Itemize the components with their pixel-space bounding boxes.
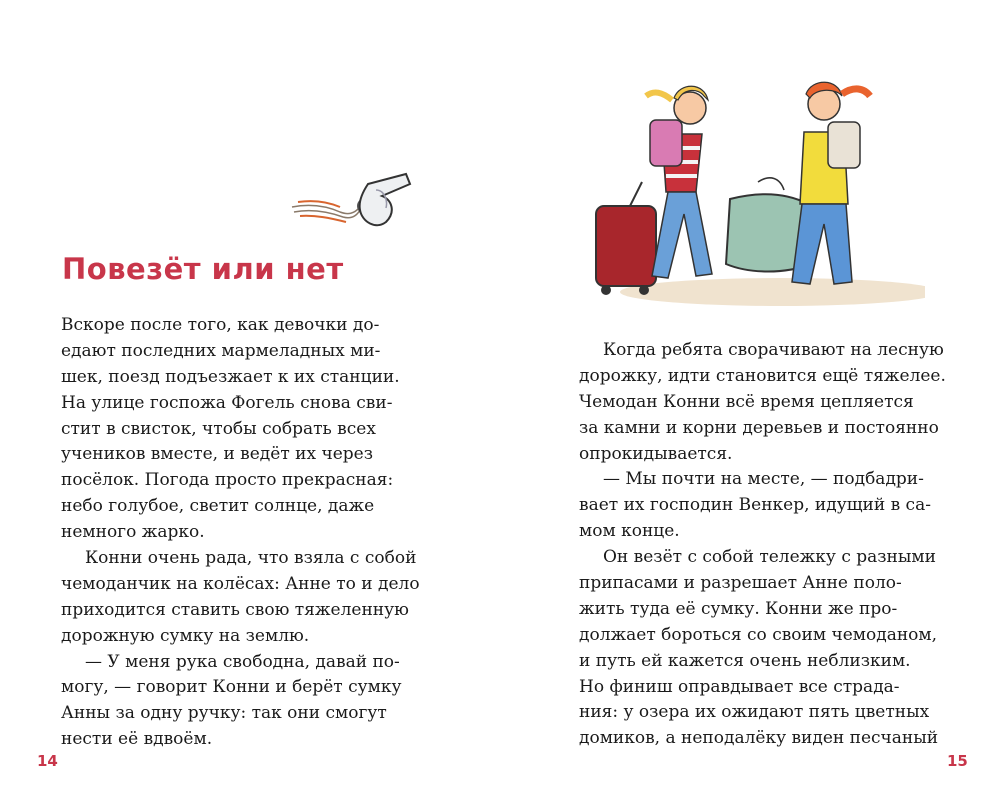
whistle-icon [288,160,418,240]
text-line: учеников вместе, и ведёт их через [61,444,373,465]
right-page [500,0,1000,801]
text-line: небо голубое, светит солнце, даже [61,496,375,517]
text-line: чемоданчик на колёсах: Анне то и дело [61,573,420,594]
text-line: припасами и разрешает Анне поло- [579,573,902,594]
text-line: приходится ставить свою тяжеленную [61,599,409,620]
text-line: дорожку, идти становится ещё тяжелее. [579,365,946,386]
left-text-block [61,313,420,753]
right-text-block [579,338,946,752]
text-line: Конни очень рада, что взяла с собой [85,548,417,569]
text-line: Анны за одну ручку: так они смогут [61,703,387,724]
text-line: немного жарко. [61,522,205,543]
text-line: стит в свисток, чтобы собрать всех [61,418,376,439]
text-line: домиков, а неподалёку виден песчаный [579,728,939,749]
text-line: должает бороться со своим чемоданом, [579,624,938,645]
chapter-title: Повезёт или нет [62,252,344,286]
text-line: — У меня рука свободна, давай по- [85,651,400,672]
text-line: шек, поезд подъезжает к их станции. [61,366,400,387]
girls-with-luggage-illustration [580,64,925,314]
text-line: Чемодан Конни всё время цепляется [579,391,914,412]
text-line: нести её вдвоём. [61,729,213,750]
text-line: На улице госпожа Фогель снова сви- [61,392,393,413]
text-line: Он везёт с собой тележку с разными [603,547,936,568]
text-line: опрокидывается. [579,443,733,464]
text-line: Вскоре после того, как девочки до- [61,315,380,335]
page-number-left: 14 [37,752,58,770]
text-line: могу, — говорит Конни и берёт сумку [61,677,402,698]
text-line: мом конце. [579,521,680,542]
text-line: жить туда её сумку. Конни же про- [579,598,898,619]
text-line: Но финиш оправдывает все страда- [579,676,900,697]
text-line: вает их господин Венкер, идущий в са- [579,495,931,516]
text-line: дорожную сумку на землю. [61,625,310,646]
text-line: Когда ребята сворачивают на лесную [603,340,944,360]
text-line: посёлок. Погода просто прекрасная: [61,470,394,491]
page-number-right: 15 [947,752,968,770]
text-line: ния: у озера их ожидают пять цветных [579,702,930,723]
text-line: — Мы почти на месте, — подбадри- [603,469,924,490]
text-line: едают последних мармеладных ми- [61,340,381,361]
text-line: и путь ей кажется очень неблизким. [579,650,911,671]
text-line: за камни и корни деревьев и постоянно [579,417,939,438]
